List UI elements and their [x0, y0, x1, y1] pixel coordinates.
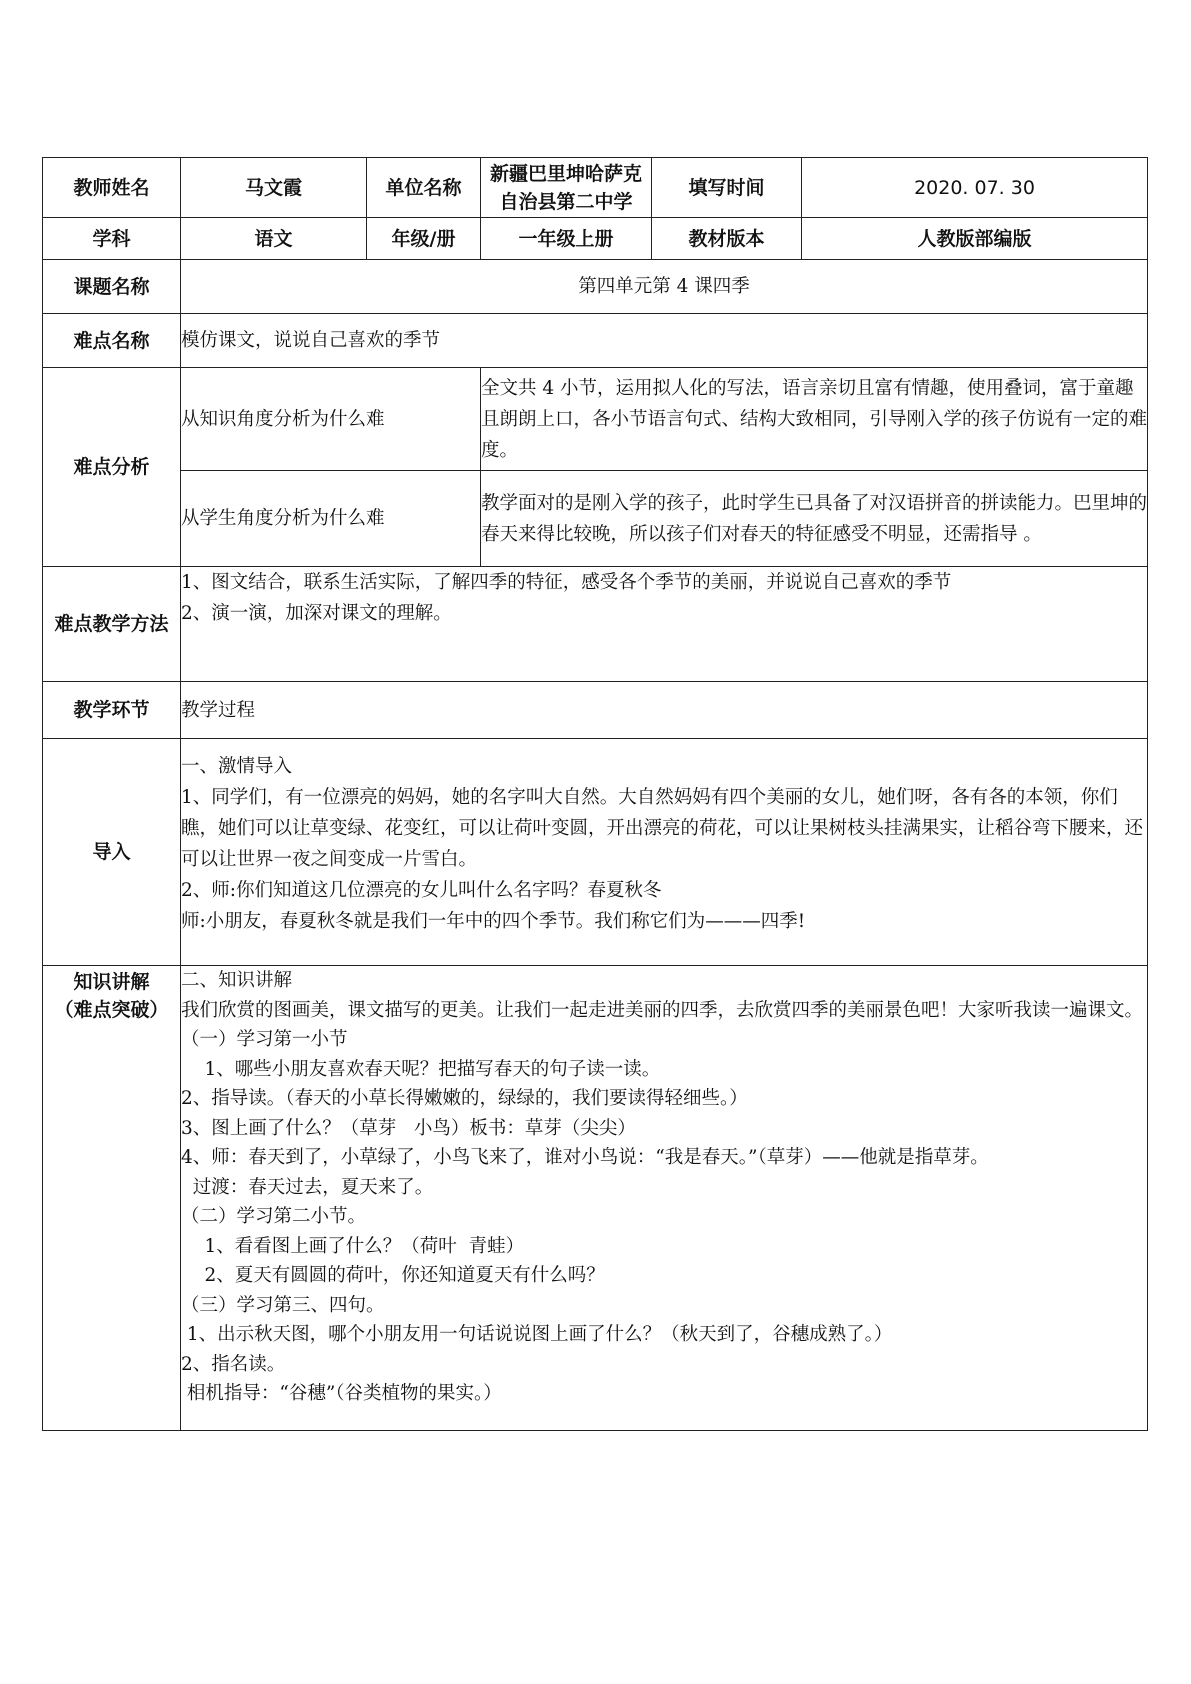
method-line: 1、图文结合，联系生活实际，了解四季的特征，感受各个季节的美丽，并说说自己喜欢的季节: [181, 572, 952, 593]
intro-content: [181, 739, 1148, 966]
method-line: 2、演一演，加深对课文的理解。: [181, 603, 452, 624]
knowledge-line: 二、知识讲解: [181, 970, 293, 991]
knowledge-line: 1、出示秋天图，哪个小朋友用一句话说说图上画了什么？（秋天到了，谷穗成熟了。）: [181, 1324, 893, 1345]
intro-label: 导入: [43, 739, 181, 966]
knowledge-line: 相机指导：“谷穗”（谷类植物的果实。）: [181, 1383, 502, 1404]
difficulty-value: 模仿课文，说说自己喜欢的季节: [181, 314, 1148, 368]
knowledge-line: 4、师：春天到了，小草绿了，小鸟飞来了，谁对小鸟说：“我是春天。”（草芽）——他就是指草芽。: [181, 1147, 989, 1168]
knowledge-line: （二）学习第二小节。: [181, 1206, 367, 1227]
intro-line: 2、师:你们知道这几位漂亮的女儿叫什么名字吗？春夏秋冬: [181, 880, 662, 901]
knowledge-line: 2、夏天有圆圆的荷叶，你还知道夏天有什么吗？: [181, 1265, 605, 1286]
knowledge-row: [43, 966, 1148, 1431]
unit-name-label: 单位名称: [367, 158, 481, 218]
analysis-row-student: [43, 471, 1148, 567]
method-row: [43, 567, 1148, 682]
subject-value: 语文: [181, 218, 367, 260]
grade-value: 一年级上册: [481, 218, 652, 260]
knowledge-line: 我们欣赏的图画美，课文描写的更美。让我们一起走进美丽的四季，去欣赏四季的美丽景色吧！大家听我读一遍课文。: [181, 999, 1144, 1021]
method-content: [181, 567, 1148, 682]
method-label: 难点教学方法: [43, 567, 181, 682]
knowledge-label-line-1: 知识讲解: [73, 971, 150, 993]
teacher-name-value: 马文霞: [181, 158, 367, 218]
process-value: 教学过程: [181, 682, 1148, 739]
unit-name-value: [481, 158, 652, 218]
knowledge-line: 过渡：春天过去，夏天来了。: [181, 1176, 434, 1198]
knowledge-line: 1、哪些小朋友喜欢春天呢？把描写春天的句子读一读。: [181, 1058, 661, 1080]
intro-row: [43, 739, 1148, 966]
knowledge-line: 2、指名读。: [181, 1353, 286, 1375]
intro-line: 1、同学们，有一位漂亮的妈妈，她的名字叫大自然。大自然妈妈有四个美丽的女儿，她们呀，各有各的本领，你们瞧，她们可以让草变绿、花变红，可以让荷叶变圆，开出漂亮的荷花，可以让果树枝头挂满果实，让稻谷弯下腰来，还可以让世界一夜之间变成一片雪白。: [181, 787, 1144, 870]
info-row-2: [43, 218, 1148, 260]
edition-value: 人教版部编版: [802, 218, 1148, 260]
knowledge-content: [181, 966, 1148, 1431]
knowledge-label-line-2: （难点突破）: [54, 999, 169, 1021]
intro-line: 一、激情导入: [181, 756, 293, 777]
knowledge-line: （一）学习第一小节: [181, 1029, 348, 1050]
knowledge-angle-text: 全文共 4 小节，运用拟人化的写法，语言亲切且富有情趣，使用叠词，富于童趣且朗朗上口，各小节语言句式、结构大致相同，引导刚入学的孩子仿说有一定的难度。: [481, 368, 1148, 471]
edition-label: 教材版本: [652, 218, 802, 260]
subject-label: 学科: [43, 218, 181, 260]
knowledge-line: 1、看看图上画了什么？（荷叶 青蛙）: [181, 1235, 525, 1257]
topic-row: [43, 260, 1148, 314]
knowledge-label: [43, 966, 181, 1431]
fill-date-label: 填写时间: [652, 158, 802, 218]
difficulty-label: 难点名称: [43, 314, 181, 368]
fill-date-value: 2020. 07. 30: [802, 158, 1148, 218]
topic-value: 第四单元第 4 课四季: [181, 260, 1148, 314]
knowledge-angle-label: 从知识角度分析为什么难: [181, 368, 481, 471]
difficulty-row: [43, 314, 1148, 368]
process-header-row: [43, 682, 1148, 739]
knowledge-line: 2、指导读。（春天的小草长得嫩嫩的，绿绿的，我们要读得轻细些。）: [181, 1088, 748, 1109]
student-angle-text: 教学面对的是刚入学的孩子，此时学生已具备了对汉语拼音的拼读能力。巴里坤的春天来得比较晚，所以孩子们对春天的特征感受不明显，还需指导 。: [481, 471, 1148, 567]
intro-line: 师:小朋友，春夏秋冬就是我们一年中的四个季节。我们称它们为———四季!: [181, 911, 806, 932]
student-angle-label: 从学生角度分析为什么难: [181, 471, 481, 567]
unit-name-line-2: 自治县第二中学: [499, 190, 633, 213]
info-row-1: [43, 158, 1148, 218]
grade-label: 年级/册: [367, 218, 481, 260]
analysis-label: 难点分析: [43, 368, 181, 567]
unit-name-line-1: 新疆巴里坤哈萨克: [489, 162, 642, 185]
teacher-name-label: 教师姓名: [43, 158, 181, 218]
process-label: 教学环节: [43, 682, 181, 739]
topic-label: 课题名称: [43, 260, 181, 314]
knowledge-line: （三）学习第三、四句。: [181, 1294, 385, 1316]
analysis-row-knowledge: [43, 368, 1148, 471]
knowledge-line: 3、图上画了什么？（草芽 小鸟）板书：草芽（尖尖）: [181, 1117, 636, 1139]
lesson-plan-table: [42, 157, 1148, 1431]
